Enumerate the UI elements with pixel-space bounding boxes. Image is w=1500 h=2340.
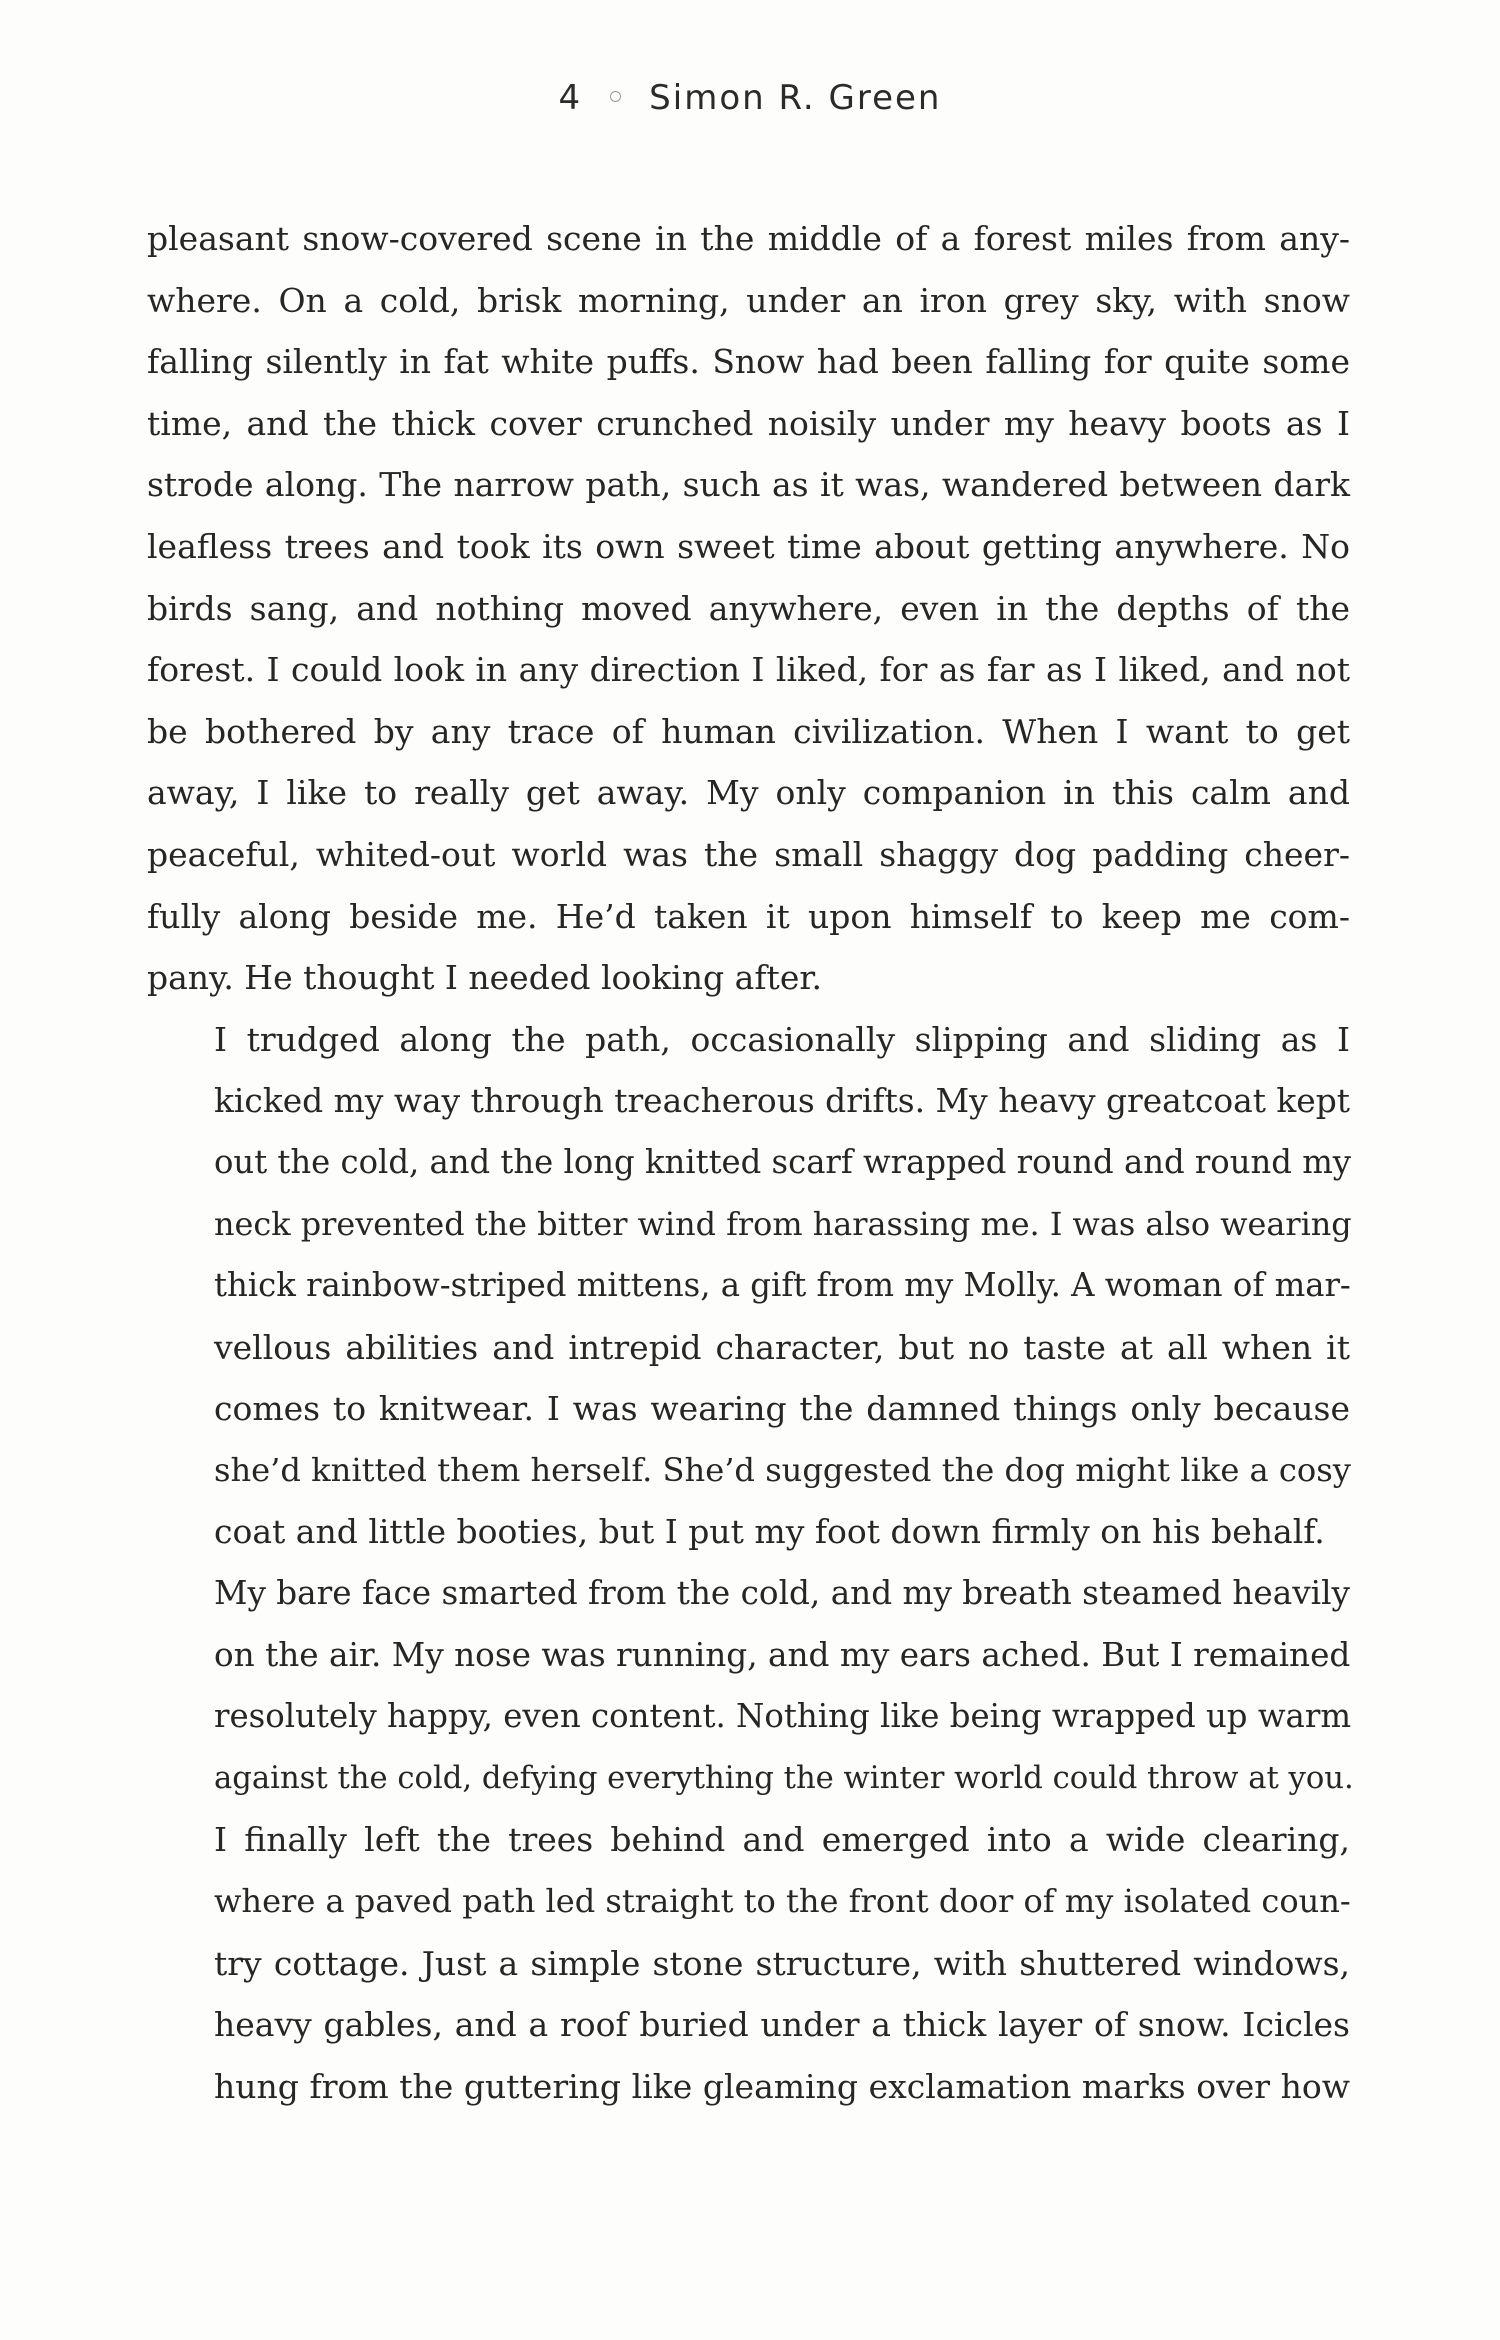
text-line: pany. He thought I needed looking after. [147, 958, 822, 998]
text-line: leafless trees and took its own sweet time about getting anywhere. No [147, 526, 1350, 566]
text-line: birds sang, and nothing moved anywhere, even in the depths of the [147, 588, 1350, 628]
text-line: kicked my way through treacherous drifts. My heavy greatcoat kept [214, 1081, 1350, 1121]
text-line: thick rainbow-striped mittens, a gift from my Molly. A woman of mar- [214, 1266, 1351, 1305]
text-line: time, and the thick cover crunched noisily under my heavy boots as I [147, 403, 1350, 443]
author-name: Simon R. Green [649, 78, 942, 118]
text-line: against the cold, defying everything the winter world could throw at you. [214, 1760, 1354, 1796]
paragraph [147, 1009, 1350, 1563]
text-line: away, I like to really get away. My only companion in this calm and [147, 773, 1350, 813]
text-line: falling silently in fat white puffs. Snow had been falling for quite some [147, 342, 1350, 382]
paragraph [147, 208, 1350, 1009]
text-line: where. On a cold, brisk morning, under an iron grey sky, with snow [147, 280, 1350, 320]
text-line: I finally left the trees behind and emerged into a wide clearing, [214, 1820, 1350, 1860]
text-line: coat and little booties, but I put my foot down firmly on his behalf. [214, 1512, 1325, 1552]
separator-dot-icon [610, 91, 621, 102]
text-line: where a paved path led straight to the front door of my isolated coun- [214, 1882, 1351, 1921]
text-line: My bare face smarted from the cold, and my breath steamed heavily [214, 1574, 1350, 1613]
text-line: peaceful, whited-out world was the small shaggy dog padding cheer- [147, 834, 1350, 874]
text-line: neck prevented the bitter wind from harassing me. I was also wearing [214, 1204, 1352, 1243]
text-line: pleasant snow-covered scene in the middle of a forest miles from any- [147, 219, 1350, 258]
text-line: be bothered by any trace of human civilization. When I want to get [147, 711, 1350, 751]
text-line: resolutely happy, even content. Nothing like being wrapped up warm [214, 1697, 1352, 1736]
text-line: forest. I could look in any direction I liked, for as far as I liked, and not [147, 650, 1350, 690]
page-number: 4 [558, 78, 583, 118]
text-line: out the cold, and the long knitted scarf wrapped round and round my [214, 1142, 1352, 1181]
text-line: I trudged along the path, occasionally slipping and sliding as I [214, 1019, 1350, 1059]
paragraph [147, 1809, 1350, 2117]
text-line: on the air. My nose was running, and my ears ached. But I remained [214, 1635, 1351, 1674]
body-text [147, 208, 1354, 2117]
text-line: try cottage. Just a simple stone structure, with shuttered windows, [214, 1943, 1350, 1983]
paragraph [147, 1563, 1354, 1809]
text-line: heavy gables, and a roof buried under a thick layer of snow. Icicles [214, 2005, 1350, 2045]
text-line: comes to knitwear. I was wearing the damned things only because [214, 1389, 1350, 1429]
text-line: strode along. The narrow path, such as it was, wandered between dark [147, 465, 1350, 505]
text-line: vellous abilities and intrepid character, but no taste at all when it [214, 1327, 1350, 1367]
text-line: fully along beside me. He’d taken it upon himself to keep me com- [147, 896, 1350, 936]
running-head [0, 78, 1500, 118]
text-line: hung from the guttering like gleaming exclamation marks over how [214, 2066, 1350, 2106]
text-line: she’d knitted them herself. She’d suggested the dog might like a cosy [214, 1450, 1351, 1489]
